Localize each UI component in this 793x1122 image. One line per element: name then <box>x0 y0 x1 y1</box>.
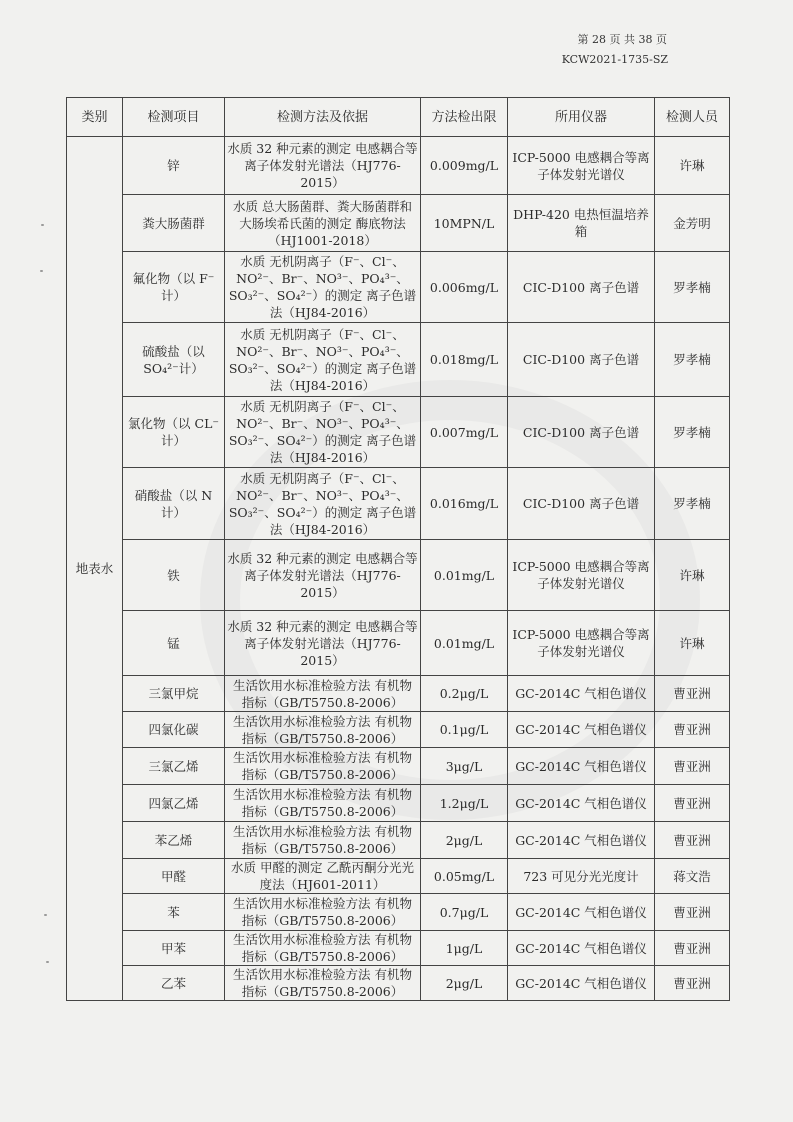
table-row <box>67 323 730 397</box>
person-cell: 曹亚洲 <box>655 748 730 785</box>
method-cell: 生活饮用水标准检验方法 有机物指标（GB/T5750.8-2006） <box>225 712 421 748</box>
item-cell: 苯 <box>123 894 225 931</box>
person-cell: 曹亚洲 <box>655 712 730 748</box>
instrument-cell: 723 可见分光光度计 <box>508 859 655 894</box>
instrument-cell: CIC-D100 离子色谱 <box>508 323 655 397</box>
method-cell: 生活饮用水标准检验方法 有机物指标（GB/T5750.8-2006） <box>225 676 421 712</box>
item-cell: 锰 <box>123 611 225 676</box>
page-header <box>562 30 667 70</box>
column-header-limit: 方法检出限 <box>421 98 508 137</box>
limit-cell: 2μg/L <box>421 822 508 859</box>
table-row <box>67 468 730 540</box>
limit-cell: 1.2μg/L <box>421 785 508 822</box>
instrument-cell: GC-2014C 气相色谱仪 <box>508 676 655 712</box>
person-cell: 罗孝楠 <box>655 397 730 468</box>
item-cell: 甲醛 <box>123 859 225 894</box>
method-cell: 水质 32 种元素的测定 电感耦合等离子体发射光谱法（HJ776-2015） <box>225 540 421 611</box>
instrument-cell: GC-2014C 气相色谱仪 <box>508 966 655 1001</box>
item-cell: 三氯甲烷 <box>123 676 225 712</box>
item-cell: 硝酸盐（以 N 计） <box>123 468 225 540</box>
method-cell: 生活饮用水标准检验方法 有机物指标（GB/T5750.8-2006） <box>225 822 421 859</box>
method-cell: 生活饮用水标准检验方法 有机物指标（GB/T5750.8-2006） <box>225 894 421 931</box>
limit-cell: 0.05mg/L <box>421 859 508 894</box>
scan-speck <box>41 224 44 226</box>
method-cell: 生活饮用水标准检验方法 有机物指标（GB/T5750.8-2006） <box>225 748 421 785</box>
table-row <box>67 397 730 468</box>
item-cell: 氯化物（以 CL⁻计） <box>123 397 225 468</box>
person-cell: 曹亚洲 <box>655 894 730 931</box>
table-row <box>67 712 730 748</box>
method-cell: 生活饮用水标准检验方法 有机物指标（GB/T5750.8-2006） <box>225 931 421 966</box>
person-cell: 许琳 <box>655 611 730 676</box>
column-header-category: 类别 <box>67 98 123 137</box>
person-cell: 罗孝楠 <box>655 323 730 397</box>
person-cell: 许琳 <box>655 540 730 611</box>
method-cell: 水质 无机阴离子（F⁻、Cl⁻、NO²⁻、Br⁻、NO³⁻、PO₄³⁻、SO₃²⁻、SO₄²⁻）的测定 离子色谱法（HJ84-2016） <box>225 323 421 397</box>
method-cell: 生活饮用水标准检验方法 有机物指标（GB/T5750.8-2006） <box>225 785 421 822</box>
method-cell: 水质 无机阴离子（F⁻、Cl⁻、NO²⁻、Br⁻、NO³⁻、PO₄³⁻、SO₃²⁻、SO₄²⁻）的测定 离子色谱法（HJ84-2016） <box>225 252 421 323</box>
person-cell: 曹亚洲 <box>655 822 730 859</box>
limit-cell: 1μg/L <box>421 931 508 966</box>
limit-cell: 0.007mg/L <box>421 397 508 468</box>
limit-cell: 0.01mg/L <box>421 611 508 676</box>
limit-cell: 0.7μg/L <box>421 894 508 931</box>
method-cell: 生活饮用水标准检验方法 有机物指标（GB/T5750.8-2006） <box>225 966 421 1001</box>
limit-cell: 0.016mg/L <box>421 468 508 540</box>
table-row <box>67 252 730 323</box>
person-cell: 许琳 <box>655 137 730 195</box>
instrument-cell: CIC-D100 离子色谱 <box>508 397 655 468</box>
table-body <box>67 137 730 1001</box>
test-methods-table <box>66 97 730 1001</box>
method-cell: 水质 甲醛的测定 乙酰丙酮分光光度法（HJ601-2011） <box>225 859 421 894</box>
table-row <box>67 748 730 785</box>
scan-speck <box>40 270 43 272</box>
limit-cell: 0.01mg/L <box>421 540 508 611</box>
limit-cell: 0.2μg/L <box>421 676 508 712</box>
table-row <box>67 540 730 611</box>
method-cell: 水质 32 种元素的测定 电感耦合等离子体发射光谱法（HJ776-2015） <box>225 137 421 195</box>
method-cell: 水质 无机阴离子（F⁻、Cl⁻、NO²⁻、Br⁻、NO³⁻、PO₄³⁻、SO₃²⁻、SO₄²⁻）的测定 离子色谱法（HJ84-2016） <box>225 397 421 468</box>
table-row <box>67 931 730 966</box>
table-row <box>67 785 730 822</box>
instrument-cell: GC-2014C 气相色谱仪 <box>508 712 655 748</box>
person-cell: 曹亚洲 <box>655 676 730 712</box>
person-cell: 罗孝楠 <box>655 252 730 323</box>
item-cell: 四氯乙烯 <box>123 785 225 822</box>
instrument-cell: GC-2014C 气相色谱仪 <box>508 785 655 822</box>
column-header-item: 检测项目 <box>123 98 225 137</box>
table-row <box>67 195 730 252</box>
item-cell: 铁 <box>123 540 225 611</box>
item-cell: 粪大肠菌群 <box>123 195 225 252</box>
instrument-cell: GC-2014C 气相色谱仪 <box>508 894 655 931</box>
limit-cell: 3μg/L <box>421 748 508 785</box>
table-row <box>67 137 730 195</box>
table-row <box>67 894 730 931</box>
item-cell: 苯乙烯 <box>123 822 225 859</box>
table-row <box>67 611 730 676</box>
person-cell: 金芳明 <box>655 195 730 252</box>
scan-speck <box>46 961 49 963</box>
instrument-cell: ICP-5000 电感耦合等离子体发射光谱仪 <box>508 137 655 195</box>
category-cell: 地表水 <box>67 137 123 1001</box>
item-cell: 乙苯 <box>123 966 225 1001</box>
item-cell: 氟化物（以 F⁻计） <box>123 252 225 323</box>
person-cell: 曹亚洲 <box>655 785 730 822</box>
instrument-cell: GC-2014C 气相色谱仪 <box>508 931 655 966</box>
report-code: KCW2021-1735-SZ <box>561 53 668 66</box>
table-header-row <box>67 98 730 137</box>
person-cell: 蒋文浩 <box>655 859 730 894</box>
limit-cell: 2μg/L <box>421 966 508 1001</box>
instrument-cell: DHP-420 电热恒温培养箱 <box>508 195 655 252</box>
method-cell: 水质 总大肠菌群、粪大肠菌群和大肠埃希氏菌的测定 酶底物法（HJ1001-2018） <box>225 195 421 252</box>
person-cell: 曹亚洲 <box>655 931 730 966</box>
instrument-cell: ICP-5000 电感耦合等离子体发射光谱仪 <box>508 611 655 676</box>
item-cell: 四氯化碳 <box>123 712 225 748</box>
item-cell: 甲苯 <box>123 931 225 966</box>
column-header-method: 检测方法及依据 <box>225 98 421 137</box>
table-row <box>67 822 730 859</box>
method-cell: 水质 无机阴离子（F⁻、Cl⁻、NO²⁻、Br⁻、NO³⁻、PO₄³⁻、SO₃²⁻、SO₄²⁻）的测定 离子色谱法（HJ84-2016） <box>225 468 421 540</box>
person-cell: 罗孝楠 <box>655 468 730 540</box>
instrument-cell: GC-2014C 气相色谱仪 <box>508 748 655 785</box>
table-row <box>67 859 730 894</box>
method-cell: 水质 32 种元素的测定 电感耦合等离子体发射光谱法（HJ776-2015） <box>225 611 421 676</box>
column-header-person: 检测人员 <box>655 98 730 137</box>
table-row <box>67 676 730 712</box>
instrument-cell: CIC-D100 离子色谱 <box>508 468 655 540</box>
item-cell: 锌 <box>123 137 225 195</box>
item-cell: 三氯乙烯 <box>123 748 225 785</box>
limit-cell: 10MPN/L <box>421 195 508 252</box>
scan-speck <box>44 914 47 916</box>
item-cell: 硫酸盐（以 SO₄²⁻计） <box>123 323 225 397</box>
instrument-cell: GC-2014C 气相色谱仪 <box>508 822 655 859</box>
instrument-cell: ICP-5000 电感耦合等离子体发射光谱仪 <box>508 540 655 611</box>
page-number: 第 28 页 共 38 页 <box>577 33 667 46</box>
limit-cell: 0.009mg/L <box>421 137 508 195</box>
instrument-cell: CIC-D100 离子色谱 <box>508 252 655 323</box>
limit-cell: 0.018mg/L <box>421 323 508 397</box>
table-row <box>67 966 730 1001</box>
column-header-instrument: 所用仪器 <box>508 98 655 137</box>
limit-cell: 0.006mg/L <box>421 252 508 323</box>
limit-cell: 0.1μg/L <box>421 712 508 748</box>
person-cell: 曹亚洲 <box>655 966 730 1001</box>
